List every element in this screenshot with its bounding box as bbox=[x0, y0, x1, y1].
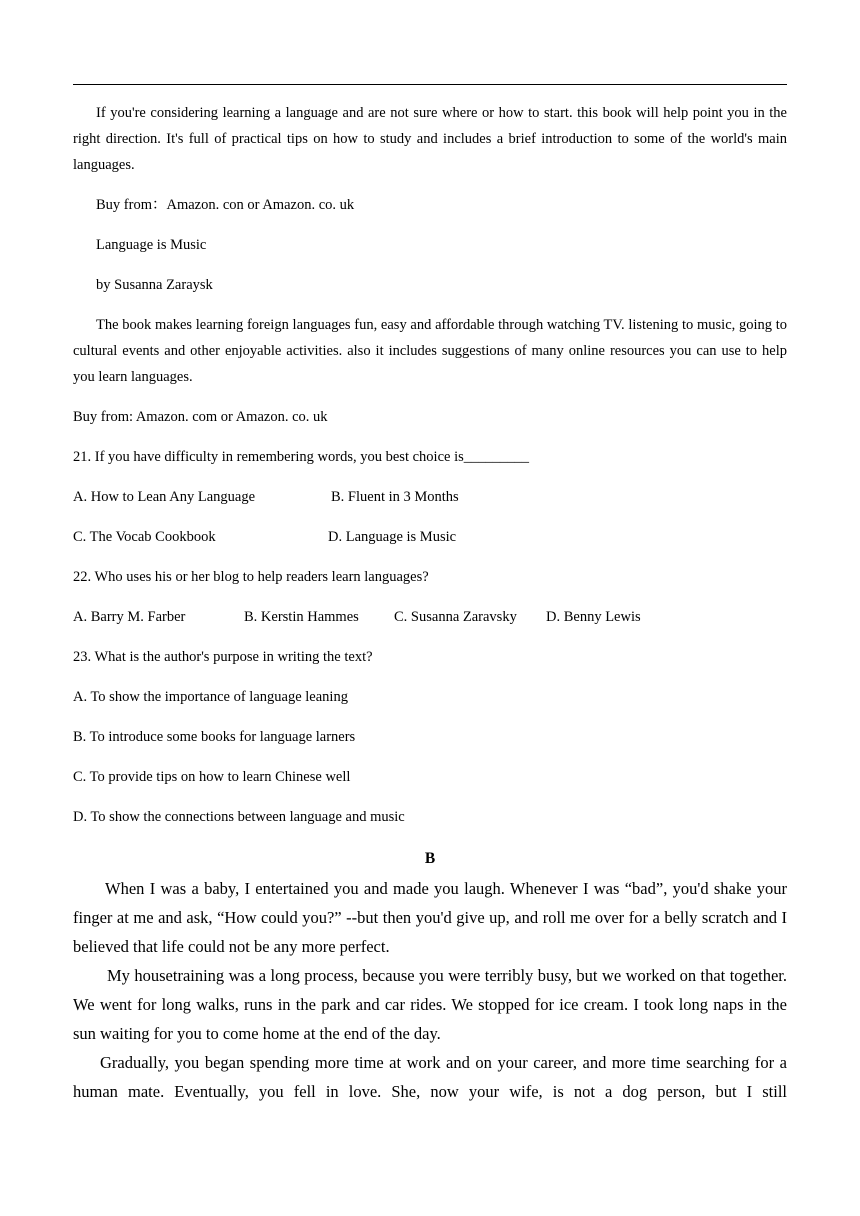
option-d: D. To show the connections between language and music bbox=[73, 809, 405, 825]
header-rule bbox=[73, 84, 787, 85]
option-a: A. To show the importance of language leaning bbox=[73, 689, 348, 705]
question-21-options-row bbox=[73, 484, 787, 510]
buy-from-line: Buy from：Amazon. con or Amazon. co. uk bbox=[96, 197, 355, 213]
page-content bbox=[73, 100, 787, 1106]
question-23-stem: 23. What is the author's purpose in writing the text? bbox=[73, 649, 373, 665]
question-22-stem: 22. Who uses his or her blog to help readers learn languages? bbox=[73, 569, 429, 585]
buy-from-line: Buy from: Amazon. com or Amazon. co. uk bbox=[73, 409, 328, 425]
option-a: A. How to Lean Any Language bbox=[73, 489, 256, 505]
book-title: Language is Music bbox=[96, 237, 207, 253]
story-paragraph-2: My housetraining was a long process, because you were terribly busy, but we worked on that together. We went for long walks, runs in the park and car rides. We stopped for ice cream. I took long naps in the sun waiting for you to come home at the end of the day. bbox=[73, 966, 787, 1043]
book-intro-paragraph: If you're considering learning a language and are not sure where or how to start. this book will help point you in the right direction. It's full of practical tips on how to study and includes a brief introduction to some of the world's main languages. bbox=[73, 105, 787, 173]
option-c: C. The Vocab Cookbook bbox=[73, 529, 216, 545]
option-d: D. Benny Lewis bbox=[546, 609, 641, 625]
section-b-heading: B bbox=[424, 850, 436, 867]
question-21-stem: 21. If you have difficulty in remembering words, you best choice is_________ bbox=[73, 449, 529, 465]
option-d: D. Language is Music bbox=[328, 529, 457, 545]
story-paragraph-3: Gradually, you began spending more time at work and on your career, and more time searching for a human mate. Eventually, you fell in love. She, now your wife, is not a dog person, but I still bbox=[73, 1053, 787, 1101]
option-c: C. Susanna Zaravsky bbox=[394, 609, 517, 625]
question-21-options-row bbox=[73, 524, 787, 550]
option-a: A. Barry M. Farber bbox=[73, 609, 186, 625]
option-b: B. Fluent in 3 Months bbox=[331, 489, 459, 505]
option-b: B. To introduce some books for language larners bbox=[73, 729, 356, 745]
question-22-options-row bbox=[73, 604, 787, 630]
story-paragraph-1: When I was a baby, I entertained you and made you laugh. Whenever I was “bad”, you'd shake your finger at me and ask, “How could you?” --but then you'd give up, and roll me over for a belly scratch and I believed that life could not be any more perfect. bbox=[73, 879, 787, 956]
option-c: C. To provide tips on how to learn Chinese well bbox=[73, 769, 351, 785]
book-description-paragraph: The book makes learning foreign languages fun, easy and affordable through watching TV. listening to music, going to cultural events and other enjoyable activities. also it includes suggestions of many online resources you can use to help you learn languages. bbox=[73, 317, 787, 385]
option-b: B. Kerstin Hammes bbox=[244, 609, 359, 625]
book-author: by Susanna Zaraysk bbox=[96, 277, 213, 293]
